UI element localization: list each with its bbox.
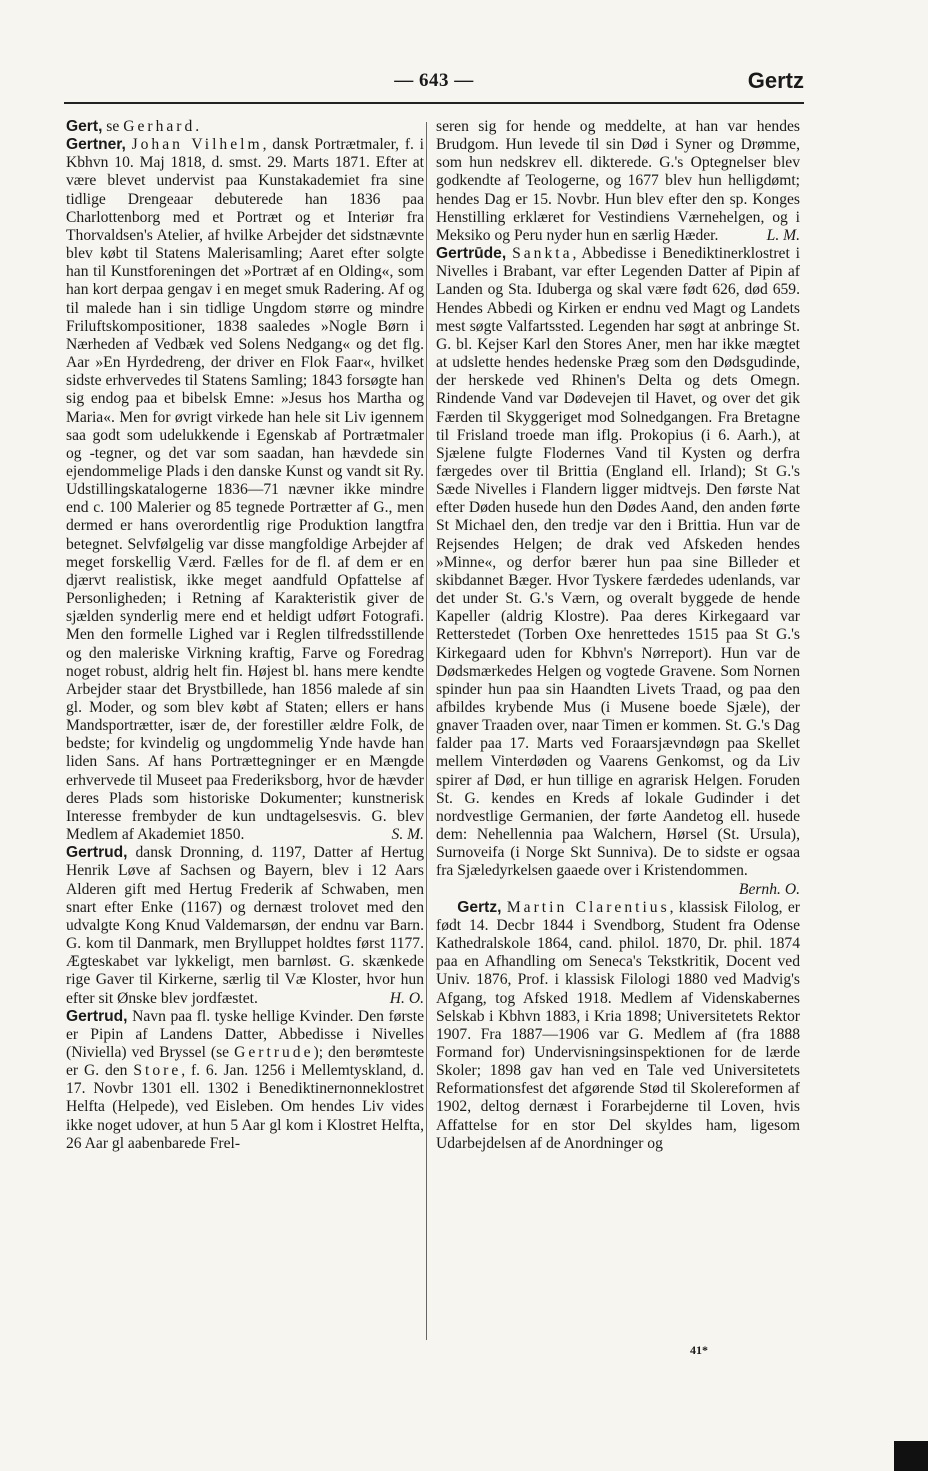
entry-gertrud-continued (436, 118, 800, 245)
entry-text: , dansk Portrætmaler, f. i Kbhvn 10. Maj 1818, d. smst. 29. Marts 1871. Efter at være blevet undervist paa Kunstakademiet fra sine tidlige Drengeaar debuterede han 1836 paa Charlottenborg med et Portræt og et Interiør fra Thorvaldsen's Atelier, af hvilke Arbejder det sidstnævnte blev købt til Statens Malerisamling; Aaret efter solgte han til Kunstforeningen det »Portræt af en Olding«, som han kort derpaa gengav i en meget smuk Radering. Af og til malede han i sin tidlige Ungdom større og mindre Friluftskompositioner, 1838 saaledes »Nogle Børn i Nærheden af Vedbæk ved Solens Nedgang« og det flg. Aar »En Hyrdedreng, der driver en Flok Faar«, hvilket sidste erhvervedes til Statens Samling; 1843 forsøgte han sig endog paa et bibelsk Emne: »Jesus hos Martha og Maria«. Men for øvrigt virkede han hele sit Liv igennem saa godt som udelukkende i Egenskab af Portrætmaler og -tegner, og det var som saadan, han hævdede sin ejendommelige Plads i den danske Kunst og vandt sit Ry. Udstillingskatalogerne 1836—71 nævner ikke mindre end c. 100 Malerier og 85 tegnede Portrætter af G., men dermed er hans overordentlig rige Produktion langtfra betegnet. Selvfølgelig var disse mangfoldige Arbejder af meget forskellig Værd. Fælles for de fl. af dem er en djærvt realistisk, ikke meget aandfuld Opfattelse af Personligheden; i Retning af Karakteristik giver de sjælden synderlig mere end et heldigt udført Fotografi. Men den formelle Lighed var i Reglen tilfredsstillende og den maleriske Virkning kraftig, Farve og Foredrag noget robust, aldrig helt fin. Højest bl. hans mere kendte Arbejder staar det Brystbillede, han 1856 malede af sin gl. Moder, og som blev købt af Staten; ellers er hans Mandsportrætter, især de, der forestiller ældre Folk, de bedste; for kvindelig og ungdommelig Ynde havde han liden Sans. Af hans Portrættegninger er en Mængde erhvervede til Museet paa Frederiksborg, hvor de hævder deres Plads som historiske Dokumenter; kunstnerisk Interesse frembyder de kun undtagelsesvis. G. blev Medlem af Akademiet 1850. (66, 136, 424, 844)
entry-text: . (195, 118, 200, 135)
entry-text: , Abbedisse i Benediktinerklostret i Nivelles i Brabant, var efter Legenden Datter af Pipin af Landen og Sta. Iduberga og skal være født 626, død 659. Hendes Abbedi og Kirken er endnu ved Magt og Landets mest søgte Valfartssted. Legenden har søgt at anbringe St. G. bl. Kejser Karl den Stores Aner, men har ikke mægtet at udslette hendes hedenske Præg som den Dødsgudinde, der herskede ved Rhinen's Delta og dets Omegn. Rindende Vand var Dødevejen til Havet, og over det gik Færden til Skyggeriget mod Solnedgangen. Fra Bretagne til Frisland troede man iflg. Prokopius (i 6. Aarh.), at Sjælene fulgte Flodernes Vand til Kysten og derfra færgedes over til Brittia (England ell. Irland); St G.'s Sæde Nivelles i Flandern ligger midtvejs. Den første Nat efter Døden husede hun den Dødes Aand, den anden førte St Michael den, den tredje var den i Brittia. Hun var de Rejsendes Helgen; de drak ved Afskeden hendes »Minne«, og derfor bærer hun paa sine Billeder et skibdannet Bæger. Hvor Tyskere færdedes udenlands, var det under St. G.'s Værn, og overalt byggede de hende Kapeller (aldrig Klostre). Paa deres Kirkegaard var Retterstedet (Torben Oxe henrettedes 1515 paa St G.'s Kirkegaard uden for Kbhvn's Nørreport). Hun var de Dødsmærkedes Helgen og vogtede Gravene. Som Nornen spinder hun paa sin Haandten Livets Traad, og paa den afbildes krybende Mus (i Musene boede Sjæle), der gnaver Traaden over, naar Timen er kommen. St. G.'s Dag falder paa 17. Marts ved Foraarsjævndøgn paa Skellet mellem Vinterdøden og Vaarens Genkomst, og da Liv spirer af Død, er hun tillige en agrarisk Helgen. Foruden St. G. kendes en Kreds af lokale Gudinder i det nordvestlige Germanien, der førte Aandetog ell. husede dem: Nehellennia paa Walchern, Hørsel (St. Ursula), Surnoveifa (i Norge Skt Sunniva). De to sidste er ogsaa fra Sjæledyrkelsen gaaede over i Kristendommen. (436, 245, 800, 880)
entry-gertz (436, 899, 800, 1153)
person-name: Sankta (512, 245, 573, 263)
person-name: Johan Vilhelm (131, 136, 263, 154)
lemma: Gertner, (66, 136, 126, 154)
entry-text: se (102, 118, 124, 135)
running-head: Gertz (747, 68, 804, 93)
author-signature: H. O. (389, 989, 424, 1007)
signature-mark: 41* (690, 1343, 708, 1357)
entry-gert (66, 118, 424, 136)
entry-gertrud-dronning (66, 844, 424, 1007)
scan-corner-mark (894, 1441, 928, 1471)
left-column (66, 118, 424, 1153)
author-signature: L. M. (766, 226, 800, 244)
lemma: Gertz, (457, 898, 502, 916)
header-rule (64, 102, 804, 104)
entry-text: seren sig for hende og meddelte, at han var hendes Brudgom. Hun levede til sin Død i Syner og Drømme, som hun nedskrev ell. dikterede. G.'s Optegnelser blev godkendte af Teologerne, og 1677 blev hun helligdømt; hendes Dag er 15. Novbr. Hun blev efter den sp. Konges Henstilling erklæret for Vestindiens Værnehelgen, og i Meksiko og Peru nyder hun en særlig Hæder. (436, 118, 800, 244)
entry-gertner (66, 136, 424, 844)
person-name: Martin Clarentius (506, 898, 670, 916)
lemma: Gert, (66, 118, 103, 135)
entry-text: Navn paa fl. tyske hellige Kvinder. Den første er Pipin af Landens Datter, Abbedisse i Nivelles (Niviella) ved Bryssel (se (66, 1007, 424, 1061)
entry-text: , klassisk Filolog, er født 14. Decbr 1844 i Svendborg, Student fra Odense Kathedralskole 1864, cand. philol. 1870, Dr. phil. 1874 paa en Afhandling om Seneca's Tekstkritik, Docent ved Univ. 1876, Prof. i klassisk Filologi 1880 ved Madvig's Afgang, tog Afsked 1918. Medlem af Videnskabernes Selskab i Kbhvn 1883, i Kria 1898; Universitetets Rektor 1907. Fra 1887—1906 var G. Medlem af (fra 1888 Formand for) Undervisningsinspektionen for de lærde Skoler; 1898 gav han ved en Tale ved Universitetets Reformationsfest det afgørende Stød til Skolereformen af 1902, deltog dernæst i Forarbejderne til Loven, hvis Affattelse for en stor Del skyldes ham, ligesom Udarbejdelsen af de Anordninger og (436, 898, 800, 1152)
author-signature: Bernh. O. (738, 880, 800, 898)
cross-reference: Gertrude (234, 1043, 314, 1061)
lemma: Gertrūde, (436, 245, 507, 263)
entry-text: ); den berømteste er G. den (66, 1043, 424, 1080)
page-header (64, 70, 804, 102)
column-divider (426, 122, 427, 1340)
cross-reference: Gerhard (123, 118, 196, 135)
entry-text: dansk Dronning, d. 1197, Datter af Hertug Henrik Løve af Sachsen og Bayern, blev i 12 Aars Alderen gift med Hertug Frederik af Schwaben, men snart efter Enke (1167) og dernæst trolovet med den udvalgte Kong Knud Valdemarsøn, der endnu var Barn. G. kom til Danmark, men Brylluppet holdtes først 1177. Ægteskabet var lykkeligt, men barnløst. G. skænkede rige Gaver til Kirkerne, særlig til Væ Kloster, hvor hun efter sit Ønske blev jordfæstet. (66, 844, 424, 1007)
entry-text: , f. 6. Jan. 1256 i Mellemtyskland, d. 17. Novbr 1301 ell. 1302 i Benediktinernonneklostret Helfta (Helpede), ved Eisleben. Om hendes Liv vides ikke noget udover, at hun 5 Aar gl kom i Klostret Helfta, 26 Aar gl aabenbarede Frel- (66, 1062, 424, 1152)
right-column (436, 118, 800, 1153)
page-number: — 643 — (394, 70, 474, 91)
lemma: Gertrud, (66, 844, 128, 862)
author-signature: S. M. (391, 826, 424, 844)
entry-gertrud-helgen (66, 1008, 424, 1153)
lemma: Gertrud, (66, 1007, 128, 1025)
cross-reference: Store (133, 1062, 182, 1080)
entry-gertrude (436, 245, 800, 899)
